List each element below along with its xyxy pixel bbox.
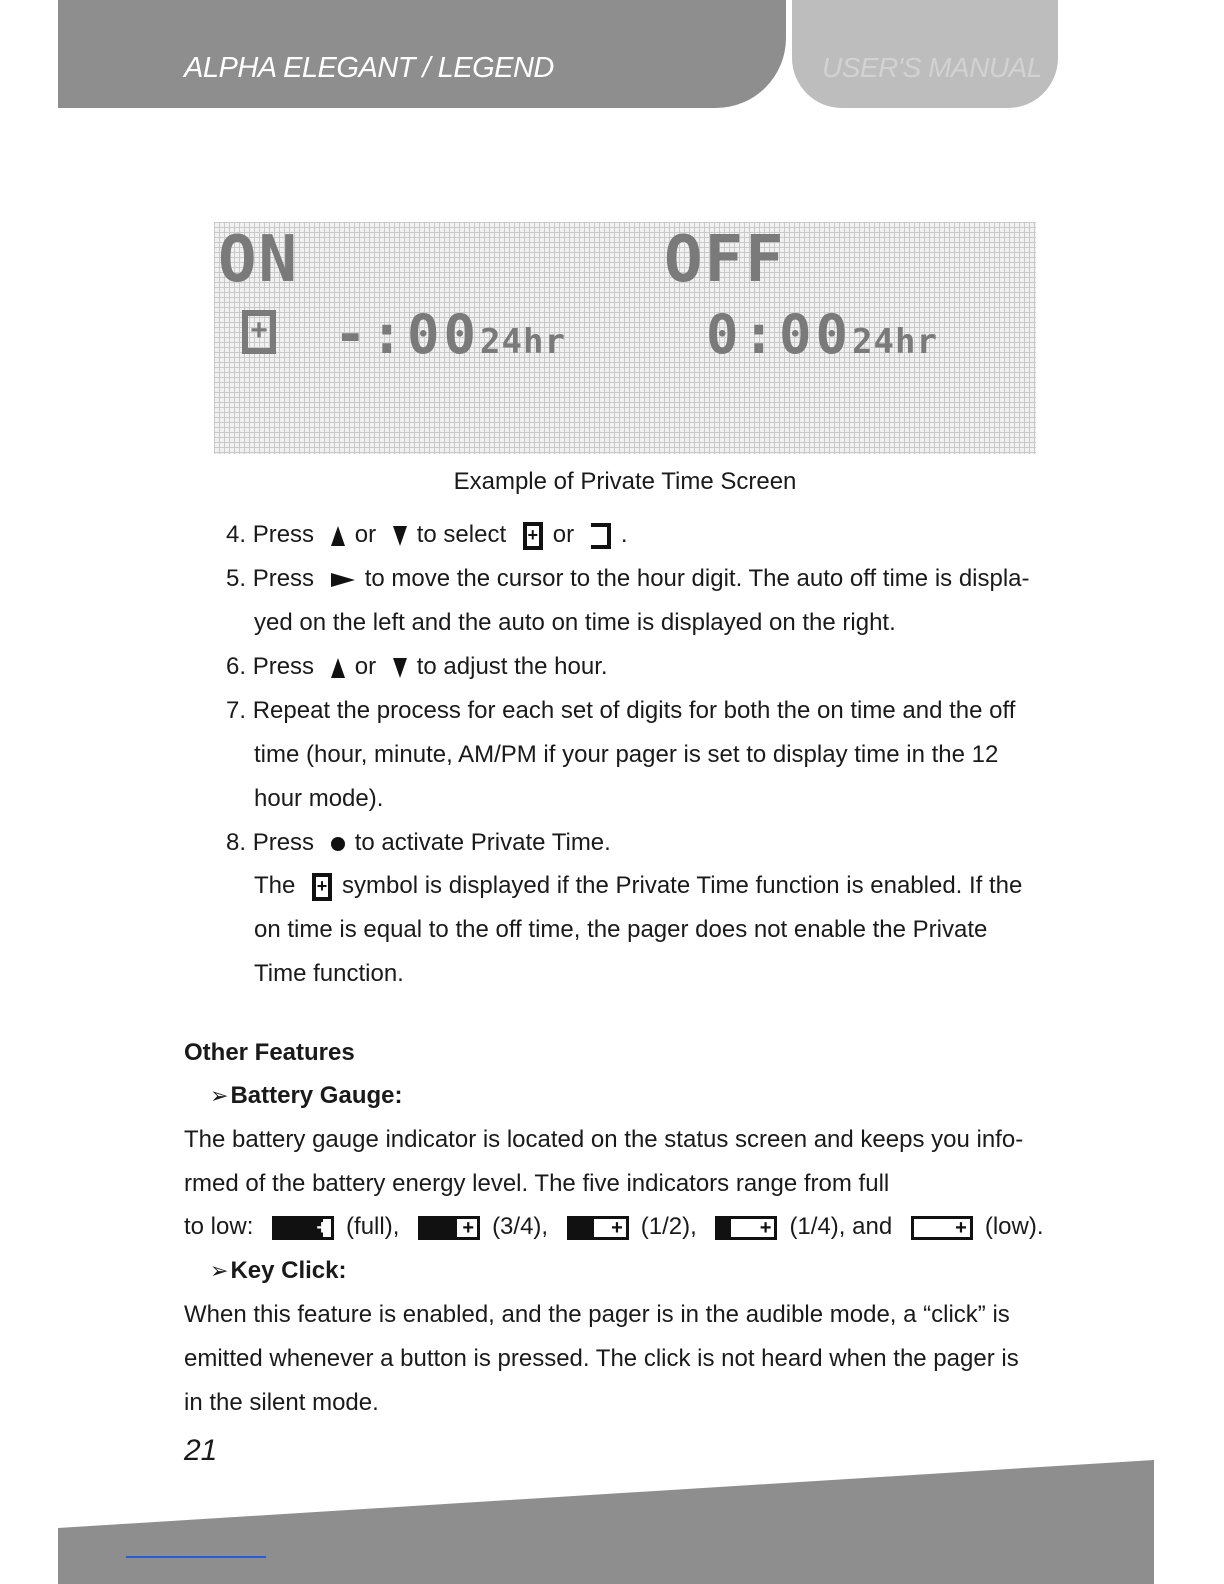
- lcd-off-label: OFF: [664, 223, 786, 297]
- select-button-icon: [331, 837, 345, 851]
- step-4: 4. Press or to select + or .: [226, 521, 628, 548]
- step-8-line-3: on time is equal to the off time, the pager does not enable the Private: [254, 916, 988, 943]
- battery-full-icon: +: [272, 1216, 334, 1240]
- key-click-line-3: in the silent mode.: [184, 1389, 379, 1416]
- manual-label: USER'S MANUAL: [822, 52, 1042, 83]
- step-5: 5. Press to move the cursor to the hour digit. The auto off time is displa-: [226, 565, 1030, 592]
- manual-product-title: ALPHA ELEGANT / LEGEND: [184, 52, 554, 84]
- section-heading: Other Features: [184, 1039, 355, 1066]
- figure-caption: Example of Private Time Screen: [453, 468, 797, 495]
- step-5-continued: yed on the left and the auto on time is displayed on the right.: [254, 609, 896, 636]
- key-click-heading: ➢Key Click:: [210, 1257, 347, 1284]
- battery-line-3: to low: + (full), + (3/4), + (1/2), + (1/4), and + (low).: [184, 1213, 1044, 1240]
- private-time-lock-icon: +: [242, 310, 276, 354]
- bullet-arrow-icon: ➢: [210, 1258, 229, 1283]
- battery-low-icon: +: [911, 1216, 973, 1240]
- key-click-line-1: When this feature is enabled, and the pager is in the audible mode, a “click” is: [184, 1301, 1010, 1328]
- private-time-lcd-screen: [214, 222, 1036, 454]
- key-click-line-2: emitted whenever a button is pressed. The click is not heard when the pager is: [184, 1345, 1019, 1372]
- step-7: 7. Repeat the process for each set of digits for both the on time and the off: [226, 697, 1016, 724]
- battery-quarter-icon: +: [715, 1216, 777, 1240]
- step-8: 8. Press to activate Private Time.: [226, 829, 611, 856]
- step-7-line-2: time (hour, minute, AM/PM if your pager is set to display time in the 12: [254, 741, 999, 768]
- step-8-line-4: Time function.: [254, 960, 404, 987]
- battery-line-2: rmed of the battery energy level. The five indicators range from full: [184, 1170, 890, 1197]
- battery-three-quarter-icon: +: [418, 1216, 480, 1240]
- page-number: 21: [184, 1434, 218, 1467]
- battery-line-1: The battery gauge indicator is located on the status screen and keeps you info-: [184, 1126, 1024, 1153]
- battery-gauge-heading: ➢Battery Gauge:: [210, 1082, 403, 1109]
- step-6: 6. Press or to adjust the hour.: [226, 653, 608, 680]
- footer-band: [58, 1460, 1154, 1584]
- step-7-line-3: hour mode).: [254, 785, 384, 812]
- down-arrow-icon: [393, 658, 407, 678]
- footer-link-line: [126, 1556, 266, 1558]
- private-time-off-icon: [591, 523, 611, 549]
- battery-half-icon: +: [567, 1216, 629, 1240]
- up-arrow-icon: [331, 526, 345, 546]
- lcd-on-time: -:0024hr: [334, 303, 566, 366]
- lcd-off-time: 0:0024hr: [706, 303, 938, 366]
- right-arrow-icon: [331, 573, 355, 587]
- lcd-on-label: ON: [218, 223, 300, 297]
- down-arrow-icon: [393, 526, 407, 546]
- private-time-on-icon: +: [523, 522, 543, 550]
- step-8-line-2: The + symbol is displayed if the Private Time function is enabled. If the: [254, 872, 1023, 899]
- bullet-arrow-icon: ➢: [210, 1083, 229, 1108]
- private-time-on-icon: +: [312, 873, 332, 901]
- up-arrow-icon: [331, 658, 345, 678]
